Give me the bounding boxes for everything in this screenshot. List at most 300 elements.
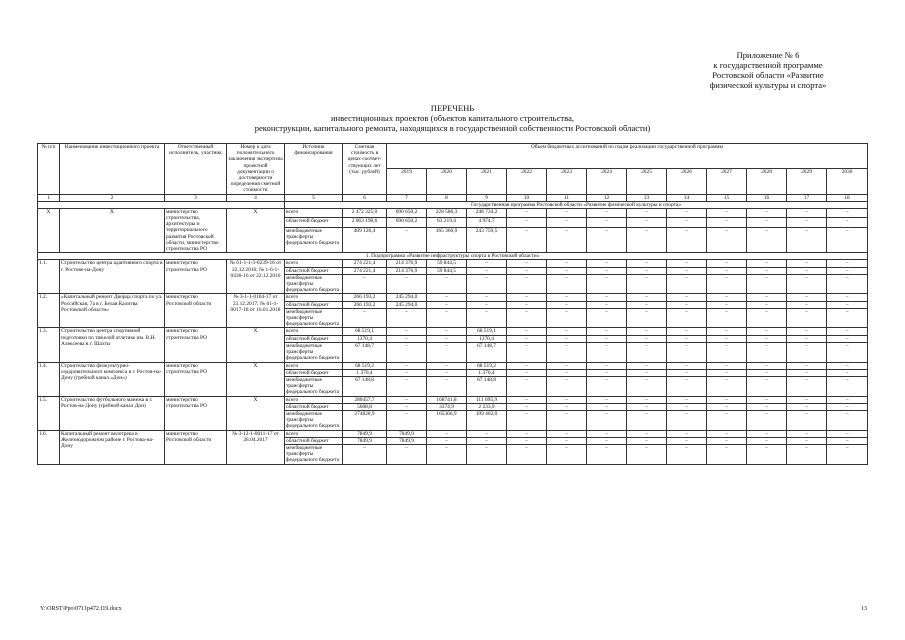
- cost-value: 68 519,2: [343, 362, 387, 369]
- year-value: –: [387, 376, 427, 396]
- year-value: –: [627, 396, 667, 403]
- year-value: –: [587, 294, 627, 301]
- year-value: –: [707, 369, 747, 376]
- header-year: 2019: [387, 169, 427, 194]
- funding-source: областной бюджет: [285, 301, 343, 308]
- executor: министерство Ростовской области: [165, 430, 227, 464]
- year-value: –: [707, 376, 747, 396]
- year-value: –: [547, 267, 587, 274]
- year-value: 59 844,5: [427, 260, 467, 267]
- year-value: –: [827, 430, 868, 437]
- column-number: 10: [507, 194, 547, 201]
- year-value: –: [827, 301, 868, 308]
- year-value: –: [427, 444, 467, 464]
- year-value: –: [787, 208, 827, 217]
- year-value: –: [587, 396, 627, 403]
- year-value: 68 519,2: [467, 362, 507, 369]
- year-value: –: [667, 260, 707, 267]
- table-body: [38, 201, 868, 464]
- year-value: –: [627, 410, 667, 430]
- year-value: 1370,4: [467, 335, 507, 342]
- year-value: –: [427, 342, 467, 362]
- year-value: –: [707, 444, 747, 464]
- project-name: Строительство центра спортивной подготовки по тяжелой атлетике им. В.Н. Алексеева в г. Шахты: [60, 328, 165, 362]
- year-value: 2 233,9: [467, 403, 507, 410]
- expertise-ref: X: [227, 362, 285, 396]
- year-value: –: [787, 396, 827, 403]
- year-value: –: [627, 227, 667, 253]
- funding-source: межбюджетные трансферты федерального бюджета: [285, 308, 343, 328]
- year-value: –: [507, 403, 547, 410]
- row-num: 1.1.: [38, 260, 60, 294]
- year-value: –: [587, 437, 627, 444]
- year-value: –: [787, 218, 827, 227]
- year-value: –: [787, 260, 827, 267]
- year-value: –: [707, 218, 747, 227]
- year-value: –: [387, 362, 427, 369]
- year-value: –: [787, 362, 827, 369]
- appendix-line: физической культуры и спорта»: [709, 80, 827, 90]
- year-value: –: [787, 227, 827, 253]
- year-value: –: [587, 410, 627, 430]
- year-value: –: [547, 430, 587, 437]
- year-value: –: [747, 301, 787, 308]
- year-value: 109 462,0: [467, 410, 507, 430]
- year-value: 214 376,9: [387, 267, 427, 274]
- year-value: –: [467, 430, 507, 437]
- header-budget-group: Объем бюджетных ассигнований по годам реализации государственной программы: [387, 144, 868, 169]
- year-value: –: [427, 369, 467, 376]
- cost-value: 274 221,4: [343, 267, 387, 274]
- cost-value: 7849,9: [343, 437, 387, 444]
- year-value: –: [507, 342, 547, 362]
- year-value: –: [547, 294, 587, 301]
- expertise-ref: X: [227, 328, 285, 362]
- year-value: 245 294,0: [387, 301, 427, 308]
- year-value: –: [827, 267, 868, 274]
- year-value: –: [667, 274, 707, 294]
- year-value: –: [547, 342, 587, 362]
- year-value: –: [587, 308, 627, 328]
- document-subtitle: реконструкции, капитального ремонта, находящихся в государственной собственности Ростовской области): [254, 123, 651, 133]
- cost-value: 409 126,4: [343, 227, 387, 253]
- project-name: Капитальный ремонт велотрека в Железнодорожном районе г. Ростова-на-Дону: [60, 430, 165, 464]
- cost-value: –: [343, 444, 387, 464]
- column-number: 3: [165, 194, 227, 201]
- year-value: –: [387, 403, 427, 410]
- year-value: –: [787, 444, 827, 464]
- year-value: 165 366,9: [427, 227, 467, 253]
- cost-value: 280457,7: [343, 396, 387, 403]
- appendix-line: к государственной программе: [713, 60, 823, 70]
- page-number: 13: [861, 606, 867, 612]
- year-value: –: [747, 218, 787, 227]
- year-value: –: [707, 208, 747, 217]
- year-value: –: [387, 396, 427, 403]
- row-num: 1.4.: [38, 362, 60, 396]
- header-year: 2025: [627, 169, 667, 194]
- executor: министерство Ростовской области: [165, 294, 227, 328]
- year-value: –: [467, 308, 507, 328]
- year-value: –: [707, 328, 747, 335]
- year-value: –: [627, 376, 667, 396]
- year-value: 3374,9: [427, 403, 467, 410]
- header-year: 2023: [547, 169, 587, 194]
- year-value: 245 294,0: [387, 294, 427, 301]
- year-value: –: [667, 227, 707, 253]
- column-number: 18: [827, 194, 868, 201]
- year-value: –: [627, 267, 667, 274]
- year-value: –: [747, 403, 787, 410]
- cost-value: 274 221,4: [343, 260, 387, 267]
- year-value: –: [587, 218, 627, 227]
- year-value: –: [547, 396, 587, 403]
- expertise-ref: № 3-1-1-0104-17 от 23.12.2017; № 61-1-0017-18 от 16.01.2018: [227, 294, 285, 328]
- column-number: 5: [285, 194, 343, 201]
- row-num: 1.3.: [38, 328, 60, 362]
- year-value: 168741,8: [427, 396, 467, 403]
- year-value: –: [787, 335, 827, 342]
- year-value: –: [747, 444, 787, 464]
- year-value: –: [707, 274, 747, 294]
- year-value: –: [747, 260, 787, 267]
- year-value: –: [627, 328, 667, 335]
- table-row: [38, 208, 868, 217]
- year-value: –: [707, 437, 747, 444]
- year-value: –: [427, 376, 467, 396]
- column-number: 12: [587, 194, 627, 201]
- year-value: –: [827, 362, 868, 369]
- year-value: 690 650,2: [387, 208, 427, 217]
- year-value: –: [507, 437, 547, 444]
- year-value: –: [507, 260, 547, 267]
- column-number: 15: [707, 194, 747, 201]
- cost-value: 67 148,8: [343, 376, 387, 396]
- year-value: –: [707, 227, 747, 253]
- year-value: –: [587, 274, 627, 294]
- year-value: –: [547, 403, 587, 410]
- year-value: –: [627, 218, 667, 227]
- year-value: –: [707, 294, 747, 301]
- year-value: 248 734,2: [467, 208, 507, 217]
- year-value: –: [507, 430, 547, 437]
- expertise-ref: № 3-12-1-0011-17 от 28.04.2017: [227, 430, 285, 464]
- expertise-ref: № 61-1-1-3-0239-16 от 22.12.2016; № 1-6-1-0436-16 от 22.12.2016: [227, 260, 285, 294]
- year-value: –: [587, 328, 627, 335]
- appendix-line: Приложение № 6: [736, 50, 800, 60]
- funding-source: областной бюджет: [285, 335, 343, 342]
- year-value: –: [467, 260, 507, 267]
- year-value: –: [667, 410, 707, 430]
- year-value: –: [507, 362, 547, 369]
- year-value: –: [667, 335, 707, 342]
- table-row: [38, 396, 868, 403]
- executor: министерство строительства РО: [165, 328, 227, 362]
- year-value: –: [427, 362, 467, 369]
- year-value: –: [627, 301, 667, 308]
- year-value: 59 844,5: [427, 267, 467, 274]
- year-value: –: [547, 410, 587, 430]
- project-name: «Капитальный ремонт Дворца спорта по ул. Российская, 7а в г. Белая Калитва Ростовской области»: [60, 294, 165, 328]
- year-value: –: [627, 403, 667, 410]
- year-value: –: [507, 267, 547, 274]
- year-value: –: [587, 369, 627, 376]
- year-value: –: [547, 362, 587, 369]
- year-value: –: [627, 274, 667, 294]
- header-year: 2021: [467, 169, 507, 194]
- year-value: –: [787, 410, 827, 430]
- year-value: –: [547, 328, 587, 335]
- year-value: –: [427, 430, 467, 437]
- header-year: 2029: [787, 169, 827, 194]
- year-value: –: [747, 376, 787, 396]
- year-value: –: [587, 376, 627, 396]
- funding-source: областной бюджет: [285, 437, 343, 444]
- cost-value: 1 370,4: [343, 369, 387, 376]
- year-value: –: [667, 218, 707, 227]
- column-number: 2: [60, 194, 165, 201]
- funding-source: всего: [285, 294, 343, 301]
- year-value: –: [707, 335, 747, 342]
- year-value: –: [627, 430, 667, 437]
- table-row: [38, 362, 868, 369]
- year-value: –: [667, 328, 707, 335]
- column-numbers-row: [38, 194, 868, 201]
- year-value: –: [787, 403, 827, 410]
- year-value: –: [467, 294, 507, 301]
- year-value: –: [747, 227, 787, 253]
- expertise-ref: X: [227, 396, 285, 430]
- year-value: –: [787, 328, 827, 335]
- funding-source: межбюджетные трансферты федерального бюджета: [285, 410, 343, 430]
- executor: министерство строительства РО: [165, 362, 227, 396]
- cost-value: 266 193,2: [343, 294, 387, 301]
- year-value: –: [507, 410, 547, 430]
- row-num: 1.5.: [38, 396, 60, 430]
- year-value: –: [547, 274, 587, 294]
- table-row: [38, 328, 868, 335]
- year-value: –: [667, 294, 707, 301]
- header-year: 2030: [827, 169, 868, 194]
- year-value: 690 650,2: [387, 218, 427, 227]
- year-value: –: [507, 335, 547, 342]
- column-number: 1: [38, 194, 60, 201]
- year-value: –: [667, 362, 707, 369]
- year-value: –: [827, 444, 868, 464]
- funding-source: всего: [285, 362, 343, 369]
- table-row: [38, 430, 868, 437]
- column-number: 7: [387, 194, 427, 201]
- funding-source: всего: [285, 260, 343, 267]
- year-value: –: [587, 362, 627, 369]
- year-value: –: [707, 267, 747, 274]
- year-value: –: [747, 274, 787, 294]
- year-value: 67 148,8: [467, 376, 507, 396]
- year-value: 68 519,1: [467, 328, 507, 335]
- year-value: 243 759,5: [467, 227, 507, 253]
- funding-source: межбюджетные трансферты федерального бюджета: [285, 342, 343, 362]
- expertise-ref: X: [227, 208, 285, 252]
- header-year: 2028: [747, 169, 787, 194]
- year-value: –: [827, 260, 868, 267]
- year-value: –: [427, 328, 467, 335]
- year-value: –: [707, 396, 747, 403]
- header-name: Наименование инвестиционного проекта: [60, 144, 165, 195]
- row-num: 1.2.: [38, 294, 60, 328]
- cost-value: 274828,9: [343, 410, 387, 430]
- year-value: –: [627, 342, 667, 362]
- year-value: –: [827, 403, 868, 410]
- year-value: –: [627, 444, 667, 464]
- spacer: [38, 201, 285, 208]
- year-value: –: [627, 308, 667, 328]
- year-value: –: [827, 274, 868, 294]
- year-value: –: [547, 369, 587, 376]
- year-value: 228 586,3: [427, 208, 467, 217]
- year-value: –: [827, 208, 868, 217]
- year-value: –: [787, 369, 827, 376]
- column-number: 14: [667, 194, 707, 201]
- year-value: 165366,9: [427, 410, 467, 430]
- year-value: –: [787, 437, 827, 444]
- document-heading: [0, 103, 905, 133]
- year-value: –: [667, 444, 707, 464]
- year-value: –: [507, 308, 547, 328]
- table-row: [38, 294, 868, 301]
- year-value: –: [747, 410, 787, 430]
- column-number: 16: [747, 194, 787, 201]
- year-value: –: [387, 328, 427, 335]
- funding-source: всего: [285, 396, 343, 403]
- executor: министерство строительства РО: [165, 260, 227, 294]
- year-value: –: [787, 274, 827, 294]
- year-value: –: [587, 403, 627, 410]
- year-value: –: [667, 376, 707, 396]
- year-value: –: [587, 342, 627, 362]
- funding-source: всего: [285, 328, 343, 335]
- year-value: 7849,9: [387, 430, 427, 437]
- year-value: –: [587, 227, 627, 253]
- year-value: –: [507, 369, 547, 376]
- year-value: –: [387, 444, 427, 464]
- program-title-row: [38, 201, 868, 208]
- year-value: –: [707, 430, 747, 437]
- year-value: –: [427, 335, 467, 342]
- document-title: ПЕРЕЧЕНЬ: [430, 103, 475, 113]
- column-number: 6: [343, 194, 387, 201]
- year-value: –: [747, 308, 787, 328]
- year-value: –: [827, 376, 868, 396]
- year-value: –: [387, 227, 427, 253]
- document-subtitle: инвестиционных проектов (объектов капитального строительства,: [330, 113, 575, 123]
- year-value: –: [547, 301, 587, 308]
- year-value: –: [547, 444, 587, 464]
- funding-source: межбюджетные трансферты федерального бюджета: [285, 274, 343, 294]
- year-value: –: [667, 437, 707, 444]
- year-value: –: [507, 376, 547, 396]
- header-year: 2024: [587, 169, 627, 194]
- year-value: –: [387, 410, 427, 430]
- year-value: –: [787, 294, 827, 301]
- program-title: Государственная программа Ростовской области «Развитие физической культуры и спорта»: [285, 201, 868, 208]
- year-value: –: [627, 335, 667, 342]
- header-sources: Источник финансирования: [285, 144, 343, 195]
- year-value: –: [707, 342, 747, 362]
- cost-value: 5608,8: [343, 403, 387, 410]
- year-value: –: [507, 396, 547, 403]
- year-value: –: [787, 430, 827, 437]
- year-value: 7849,9: [387, 437, 427, 444]
- year-value: –: [667, 342, 707, 362]
- year-value: –: [547, 308, 587, 328]
- year-value: 67 148,7: [467, 342, 507, 362]
- year-value: –: [427, 274, 467, 294]
- year-value: –: [547, 376, 587, 396]
- year-value: –: [627, 362, 667, 369]
- year-value: –: [627, 260, 667, 267]
- year-value: –: [747, 267, 787, 274]
- year-value: –: [827, 218, 868, 227]
- subprogram-title: 1. Подпрограмма «Развитие инфраструктуры спорта в Ростовской области»: [38, 253, 868, 260]
- appendix-line: Ростовской области «Развитие: [712, 70, 824, 80]
- year-value: –: [747, 328, 787, 335]
- year-value: –: [587, 335, 627, 342]
- cost-value: 67 148,7: [343, 342, 387, 362]
- year-value: –: [547, 227, 587, 253]
- year-value: –: [827, 369, 868, 376]
- year-value: –: [507, 208, 547, 217]
- year-value: –: [627, 294, 667, 301]
- year-value: –: [387, 342, 427, 362]
- executor: министерство строительства, архитектуры и территориального развития Ростовской области, министерство строительства РО: [165, 208, 227, 252]
- year-value: –: [707, 403, 747, 410]
- header-year: 2027: [707, 169, 747, 194]
- year-value: 111 695,9: [467, 396, 507, 403]
- cost-value: –: [343, 274, 387, 294]
- year-value: –: [747, 430, 787, 437]
- year-value: –: [627, 208, 667, 217]
- year-value: –: [587, 444, 627, 464]
- year-value: 63 219,4: [427, 218, 467, 227]
- year-value: –: [707, 308, 747, 328]
- year-value: –: [667, 208, 707, 217]
- header-year: 2022: [507, 169, 547, 194]
- year-value: –: [707, 362, 747, 369]
- year-value: –: [507, 294, 547, 301]
- year-value: –: [707, 410, 747, 430]
- year-value: –: [747, 396, 787, 403]
- project-name: Строительство центра адаптивного спорта в г. Ростове-на-Дону: [60, 260, 165, 294]
- year-value: –: [747, 362, 787, 369]
- year-value: –: [747, 208, 787, 217]
- year-value: –: [827, 308, 868, 328]
- year-value: –: [427, 308, 467, 328]
- year-value: 4 974,7: [467, 218, 507, 227]
- cost-value: 7849,9: [343, 430, 387, 437]
- header-year: 2026: [667, 169, 707, 194]
- year-value: –: [707, 260, 747, 267]
- year-value: –: [707, 301, 747, 308]
- row-num: 1.6.: [38, 430, 60, 464]
- executor: министерство строительства РО: [165, 396, 227, 430]
- year-value: –: [667, 403, 707, 410]
- year-value: –: [507, 444, 547, 464]
- year-value: –: [427, 301, 467, 308]
- year-value: –: [787, 342, 827, 362]
- subprogram-title-row: [38, 253, 868, 260]
- year-value: –: [787, 376, 827, 396]
- year-value: –: [507, 328, 547, 335]
